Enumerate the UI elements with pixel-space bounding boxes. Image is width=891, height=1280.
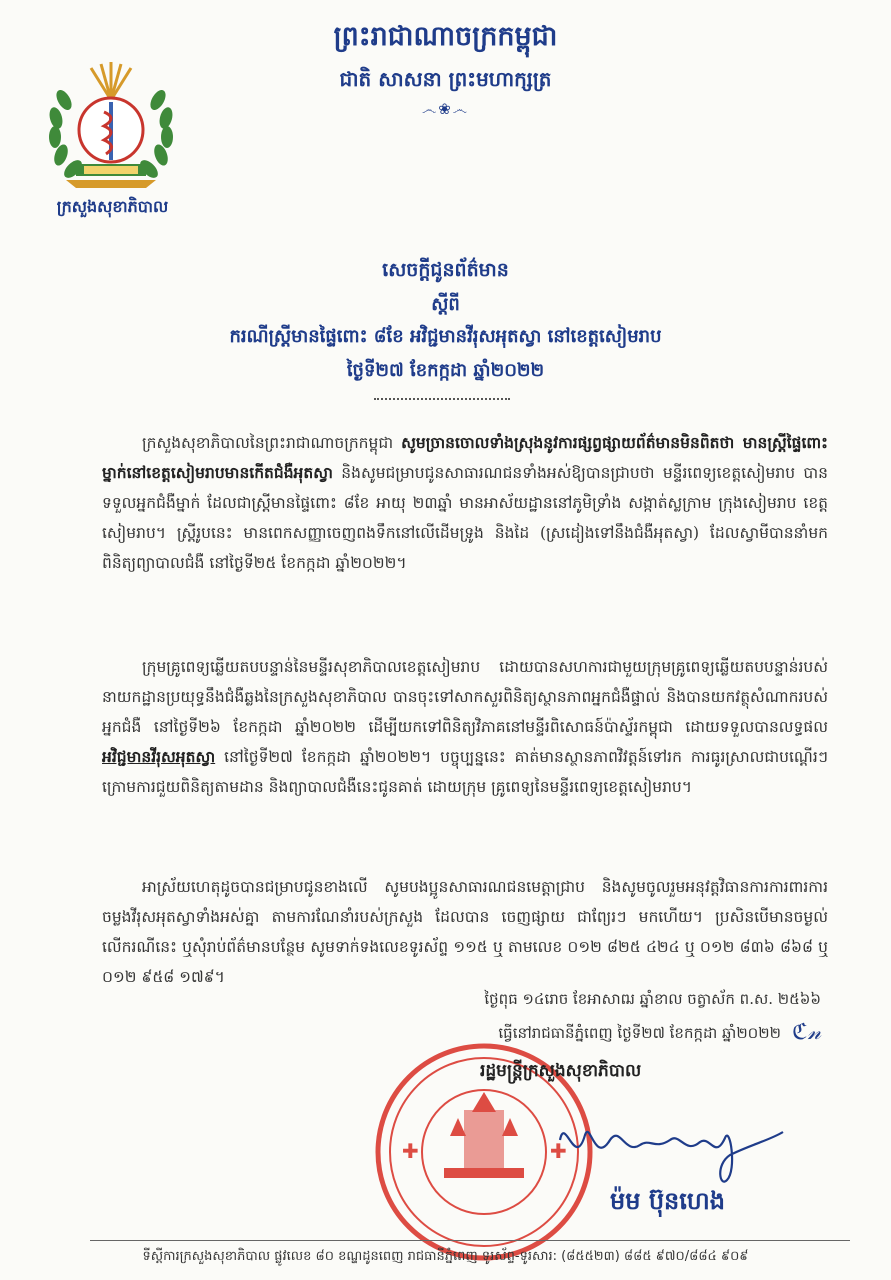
paragraph-2 [102,652,828,802]
paragraph-1-rest: និងសូមជម្រាបជូនសាធារណជនទាំងអស់ឱ្យបានជ្រាបថា មន្ទីរពេទ្យខេត្តសៀមរាប បានទទួលអ្នកជំងឺម្នាក់ ដែលជាស្ត្រីមានផ្ទៃពោះ ៨ខែ អាយុ ២៣ឆ្នាំ មានអាស័យដ្ឋាននៅភូមិទ្រាំង សង្កាត់ស្លក្រាម ក្រុងសៀមរាប ខេត្តសៀមរាប។ ស្ត្រីរូបនេះ មានពេកសញ្ញាចេញពងទឹកនៅលើដើមទ្រូង និងដៃ (ស្រដៀងទៅនឹងជំងឺអុតស្វា) ដែលស្វាមីបាននាំមកពិនិត្យព្យាបាលជំងឺ នៅថ្ងៃទី២៥ ខែកក្កដា ឆ្នាំ២០២២។ [102,464,828,572]
release-date: ថ្ងៃទី២៧ ខែកក្កដា ឆ្នាំ២០២២ [346,360,545,381]
svg-text:✚: ✚ [402,1139,419,1163]
svg-text:✚: ✚ [550,1139,567,1163]
lunar-date: ថ្ងៃពុធ ១៤រោច ខែអាសាឍ ឆ្នាំខាល ចត្វាស័ក ព.ស. ២៥៦៦ [484,990,821,1008]
paragraph-2-intro: ក្រុមគ្រូពេទ្យឆ្លើយតបបន្ទាន់នៃមន្ទីរសុខាភិបាលខេត្តសៀមរាប ដោយបានសហការជាមួយក្រុមគ្រូពេទ្យឆ្លើយតបបន្ទាន់របស់នាយកដ្ឋានប្រយុទ្ធនឹងជំងឺឆ្លងនៃក្រសួងសុខាភិបាល បានចុះទៅសាកសួរពិនិត្យស្ថានភាពអ្នកជំងឺផ្ទាល់ និងបានយកវត្ថុសំណាករបស់អ្នកជំងឺ នៅថ្ងៃទី២៦ ខែកក្កដា ឆ្នាំ២០២២ ដើម្បីយកទៅពិនិត្យវិភាគនៅមន្ទីរពិសោធន៍ប៉ាស្ទ័រកម្ពុជា ដោយទទួលបានលទ្ធផល [102,658,828,736]
paragraph-2-rest: នៅថ្ងៃទី២៧ ខែកក្កដា ឆ្នាំ២០២២។ បច្ចុប្បន្ននេះ គាត់មានស្ថានភាពវិវត្តន៍ទៅរក ការធូរស្រាលជាបណ្ដើរៗ ក្រោមការជួយពិនិត្យតាមដាន និងព្យាបាលជំងឺនេះជូនគាត់ ដោយក្រុម គ្រូពេទ្យនៃមន្ទីរពេទ្យខេត្តសៀមរាប។ [102,748,828,796]
paragraph-1 [102,428,828,578]
signer-title: រដ្ឋមន្ត្រីក្រសួងសុខាភិបាល [480,1061,642,1081]
ornament-divider: ෴❀෴ [421,100,469,118]
ministry-name: ក្រសួងសុខាភិបាល [56,197,169,216]
solar-date: ធ្វើនៅរាជធានីភ្នំពេញ ថ្ងៃទី២៧ ខែកក្កដា ឆ្នាំ២០២២ [498,1024,781,1042]
paragraph-1-bold: សូមច្រានចោលទាំងស្រុងនូវការផ្សព្វផ្សាយព័ត៌មានមិនពិតថា មានស្ត្រីផ្ទៃពោះម្នាក់នៅខេត្តសៀមរាបមានកើតជំងឺអុតស្វា [102,433,828,482]
paragraph-2-result: អវិជ្ជមានវីរុសអុតស្វា [102,747,216,766]
release-subject-label: ស្ដីពី [431,294,460,315]
footer-divider [90,1240,850,1241]
paragraph-1-intro: ក្រសួងសុខាភិបាលនៃព្រះរាជាណាចក្រកម្ពុជា [142,434,402,452]
footer-address: ទីស្ដីការក្រសួងសុខាភិបាល ផ្លូវលេខ ៨០ ខណ្ឌដូនពេញ រាជធានីភ្នំពេញ ទូរស័ព្ទ-ទូរសារ: (៨៥៥២៣) ៨៨៥ ៩៧០/៨៨៤ ៩០៩ [142,1249,749,1264]
kingdom-title: ព្រះរាជាណាចក្រកម្ពុជា [333,21,558,52]
release-heading: សេចក្ដីជូនព័ត៌មាន [382,259,509,281]
paragraph-3: អាស្រ័យហេតុដូចបានជម្រាបជូនខាងលើ សូមបងប្អូនសាធារណជនមេត្តាជ្រាប និងសូមចូលរួមអនុវត្តវិធានការការពារការចម្លងវីរុសអុតស្វាទាំងអស់គ្នា តាមការណែនាំរបស់ក្រសួង ដែលបាន ចេញផ្សាយ ជាព្យែរៗ មកហើយ។ ប្រសិនបើមានចម្ងល់លើករណីនេះ ឬសុំរាប់ព័ត៌មានបន្ថែម សូមទាក់ទងលេខទូរស័ព្ទ ១១៥ ឬ តាមលេខ ០១២ ៨២៥ ៤២៤ ឬ ០១២ ៨៣៦ ៨៦៨ ឬ ០១២ ៩៥៨ ១៧៩។ [102,878,828,986]
release-subject: ករណីស្ត្រីមានផ្ទៃពោះ ៨ខែ អវិជ្ជមានវីរុសអុតស្វា នៅខេត្តសៀមរាប [229,326,662,347]
initial-mark: ℭ𝓃 [791,1020,821,1045]
signature-icon [555,1110,785,1185]
signer-name: ម៉ម ប៊ុនហេង [610,1187,725,1215]
national-motto: ជាតិ សាសនា ព្រះមហាក្សត្រ [339,67,552,91]
title-divider [374,398,510,400]
